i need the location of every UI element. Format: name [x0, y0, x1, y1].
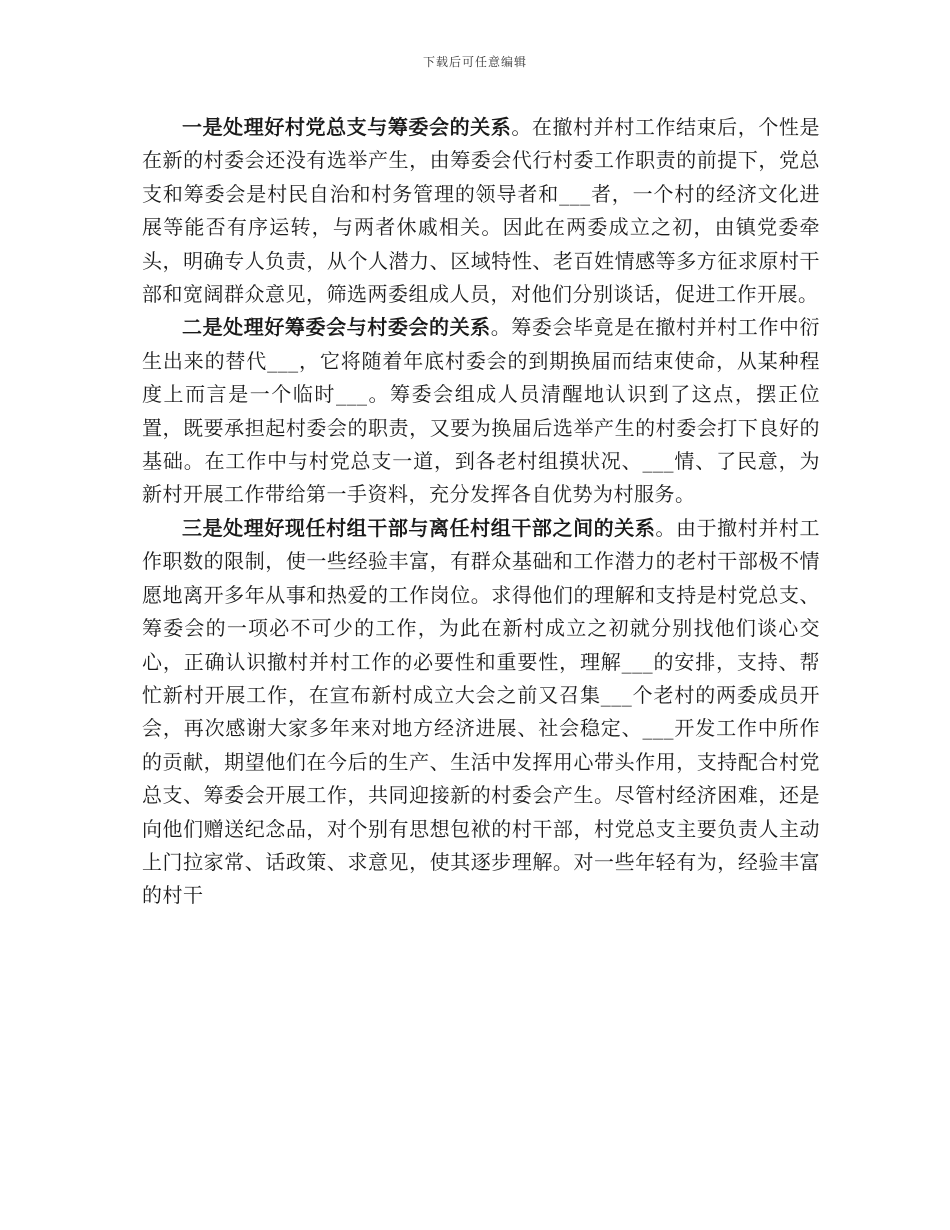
paragraph-2-heading: 二是处理好筹委会与村委会的关系 [182, 315, 491, 340]
paragraph-1-heading: 一是处理好村党总支与筹委会的关系 [182, 115, 512, 139]
paragraph-2-text: 。筹委会毕竟是在撤村并村工作中衍生出来的替代___，它将随着年底村委会的到期换届而结束使命，从某种程度上而言是一个临时___。筹委会组成人员清醒地认识到了这点，摆正位置，既要承担起村委会的职责，又要为换届后选举产生的村委会打下良好的基础。在工作中与村党总支一道，到各老村组摸状况、___情、了民意，为新村开展工作带给第一手资料，充分发挥各自优势为村服务。 [142, 315, 820, 507]
paragraph-2 [142, 311, 820, 511]
document-body [142, 111, 820, 913]
paragraph-3-text: 。由于撤村并村工作职数的限制，使一些经验丰富，有群众基础和工作潜力的老村干部极不情愿地离开多年从事和热爱的工作岗位。求得他们的理解和支持是村党总支、筹委会的一项必不可少的工作，为此在新村成立之初就分别找他们谈心交心，正确认识撤村并村工作的必要性和重要性，理解___的安排，支持、帮忙新村开展工作，在宣布新村成立大会之前又召集___个老村的两委成员开会，再次感谢大家多年来对地方经济进展、社会稳定、___开发工作中所作的贡献，期望他们在今后的生产、生活中发挥用心带头作用，支持配合村党总支、筹委会开展工作，共同迎接新的村委会产生。尽管村经济困难，还是向他们赠送纪念品，对个别有思想包袱的村干部，村党总支主要负责人主动上门拉家常、话政策、求意见，使其逐步理解。对一些年轻有为，经验丰富的村干 [142, 515, 821, 908]
paragraph-1 [142, 111, 820, 311]
paragraph-3-heading: 三是处理好现任村组干部与离任村组干部之间的关系 [182, 515, 656, 540]
paragraph-1-text: 。在撤村并村工作结束后，个性是在新的村委会还没有选举产生，由筹委会代行村委工作职责的前提下，党总支和筹委会是村民自治和村务管理的领导者和___者，一个村的经济文化进展等能否有序运转，与两者休戚相关。因此在两委成立之初，由镇党委牵头，明确专人负责，从个人潜力、区域特性、老百姓情感等多方征求原村干部和宽阔群众意见，筛选两委组成人员，对他们分别谈话，促进工作开展。 [142, 115, 821, 307]
page-header: 下载后可任意编辑 [422, 55, 527, 69]
paragraph-3 [142, 512, 820, 913]
